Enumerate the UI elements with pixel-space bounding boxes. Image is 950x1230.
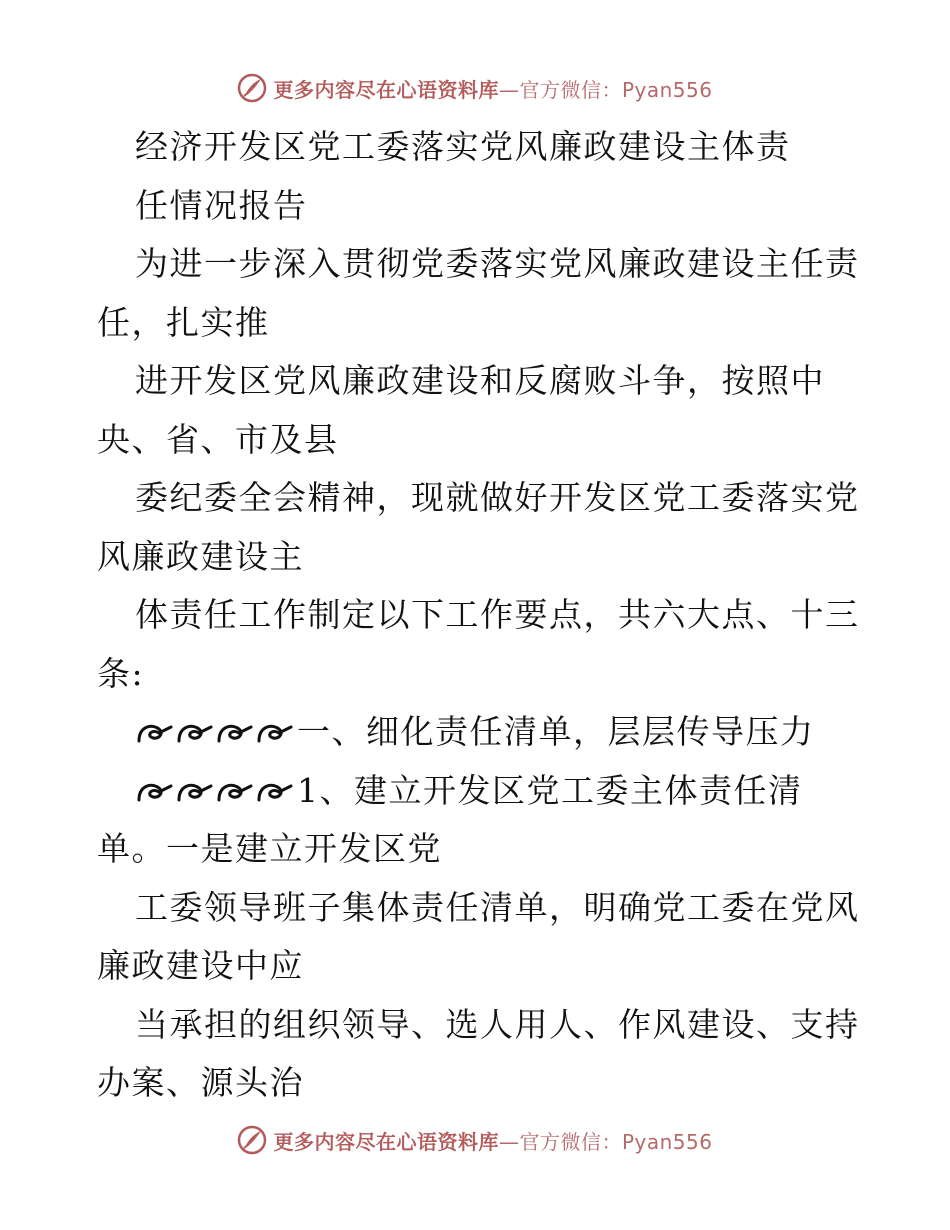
doc-paragraph-line: 条: <box>97 653 145 693</box>
document-body <box>97 118 860 1113</box>
doc-paragraph-line: 任，扎实推 <box>97 302 270 342</box>
quill-logo-icon <box>237 73 267 103</box>
doc-section-heading <box>97 703 857 762</box>
banner-text-tail: —官方微信：Pyan556 <box>498 77 713 102</box>
doc-title-line-2: 任情况报告 <box>135 185 308 225</box>
quill-logo-icon <box>237 1125 267 1155</box>
section-heading-text: 一、细化责任清单，层层传导压力 <box>297 712 815 751</box>
banner-text <box>273 1126 712 1155</box>
doc-title-line-1: 经济开发区党工委落实党风廉政建设主体责 <box>135 127 791 166</box>
banner-text-tail: —官方微信：Pyan556 <box>498 1129 713 1154</box>
banner-text-main: 更多内容尽在心语资料库 <box>273 77 499 102</box>
doc-paragraph-line: 当承担的组织领导、选人用人、作风建设、支持 <box>135 1004 860 1044</box>
doc-paragraph-line: 单。一是建立开发区党 <box>97 829 442 868</box>
ornament-icon <box>135 717 295 747</box>
footer-banner <box>0 1120 950 1160</box>
doc-paragraph-line: 办案、源头治 <box>97 1063 304 1102</box>
header-banner <box>0 68 950 108</box>
doc-paragraph-line: 廉政建设中应 <box>97 946 304 985</box>
banner-text <box>273 74 712 103</box>
doc-paragraph-line: 工委领导班子集体责任清单，明确党工委在党风 <box>135 887 860 927</box>
item-text: 1、建立开发区党工委主体责任清 <box>297 770 803 810</box>
doc-paragraph-line: 风廉政建设主 <box>97 536 304 576</box>
ornament-icon <box>135 776 295 806</box>
doc-paragraph-line: 委纪委全会精神，现就做好开发区党工委落实党 <box>135 478 860 517</box>
banner-text-main: 更多内容尽在心语资料库 <box>273 1129 499 1154</box>
doc-paragraph-line: 央、省、市及县 <box>97 419 339 459</box>
doc-paragraph-line: 为进一步深入贯彻党委落实党风廉政建设主任责 <box>135 244 860 283</box>
doc-paragraph-line: 体责任工作制定以下工作要点，共六大点、十三 <box>135 595 860 634</box>
doc-paragraph-line: 进开发区党风廉政建设和反腐败斗争，按照中 <box>135 361 825 400</box>
doc-item-line <box>97 762 857 821</box>
